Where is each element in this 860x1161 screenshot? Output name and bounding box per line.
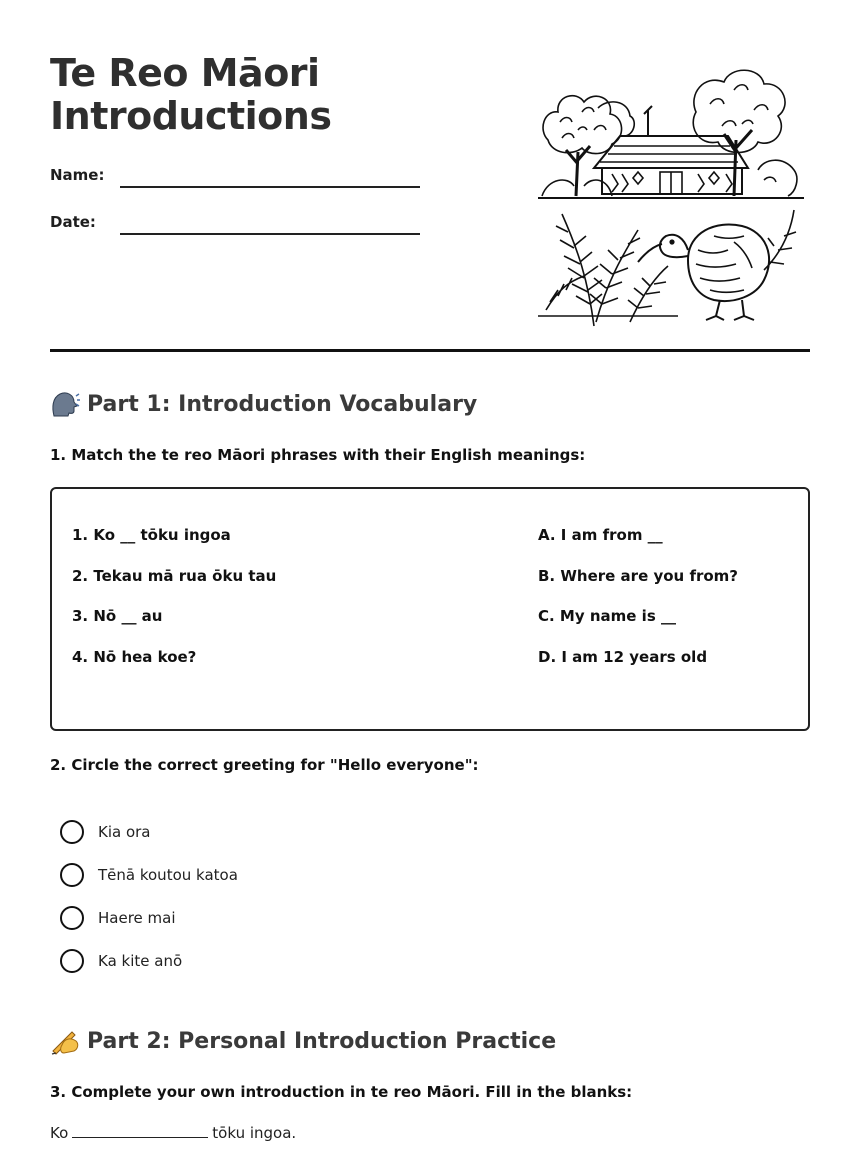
phrase-item: 1. Ko __ tōku ingoa: [72, 526, 231, 544]
question-1: 1. Match the te reo Māori phrases with their English meanings:: [50, 446, 586, 464]
phrase-item: 3. Nō __ au: [72, 607, 163, 626]
greeting-option[interactable]: [60, 819, 151, 845]
fern-plants-icon: [538, 214, 678, 326]
name-field[interactable]: [50, 166, 420, 196]
meaning-item: D. I am 12 years old: [538, 648, 708, 667]
worksheet-page: [50, 0, 810, 1161]
fill-suffix: tōku ingoa.: [212, 1124, 297, 1142]
title-line-1: Te Reo Māori: [50, 51, 320, 95]
date-line[interactable]: [120, 233, 420, 235]
option-label: Kia ora: [98, 823, 151, 841]
meaning-item: B. Where are you from?: [538, 566, 739, 585]
worksheet-title: [50, 52, 331, 138]
name-blank[interactable]: [72, 1123, 208, 1138]
part2-heading: [50, 1027, 556, 1055]
matching-box: [50, 487, 810, 731]
greeting-option[interactable]: [60, 862, 238, 888]
writing-hand-icon: [50, 1027, 80, 1055]
greeting-option[interactable]: [60, 948, 182, 974]
greeting-option[interactable]: [60, 905, 176, 931]
name-line[interactable]: [120, 186, 420, 188]
speaking-head-icon: [50, 390, 80, 418]
radio-circle-icon[interactable]: [60, 820, 84, 844]
phrase-item: 2. Tekau mā rua ōku tau: [72, 566, 277, 585]
date-label: Date:: [50, 213, 96, 231]
phrase-list: [72, 526, 276, 689]
kiwi-bird-icon: [638, 210, 796, 320]
meaning-item: A. I am from __: [538, 526, 663, 544]
radio-circle-icon[interactable]: [60, 906, 84, 930]
option-label: Ka kite anō: [98, 952, 183, 970]
header-divider: [50, 349, 810, 352]
meaning-list: [538, 526, 738, 689]
part1-title: Part 1: Introduction Vocabulary: [87, 391, 478, 417]
title-line-2: Introductions: [50, 94, 332, 138]
option-label: Tēnā koutou katoa: [98, 866, 238, 884]
date-field[interactable]: [50, 213, 420, 243]
introduction-fill-line: [50, 1123, 296, 1142]
question-2: 2. Circle the correct greeting for "Hello everyone":: [50, 756, 479, 774]
header-illustration: [538, 60, 804, 328]
part2-title: Part 2: Personal Introduction Practice: [87, 1028, 557, 1054]
radio-circle-icon[interactable]: [60, 863, 84, 887]
phrase-item: 4. Nō hea koe?: [72, 648, 197, 667]
part1-heading: [50, 390, 477, 418]
radio-circle-icon[interactable]: [60, 949, 84, 973]
meaning-item: C. My name is __: [538, 607, 676, 626]
question-3: 3. Complete your own introduction in te reo Māori. Fill in the blanks:: [50, 1083, 633, 1101]
option-label: Haere mai: [98, 909, 176, 927]
fill-prefix: Ko: [50, 1124, 69, 1142]
name-label: Name:: [50, 166, 105, 184]
